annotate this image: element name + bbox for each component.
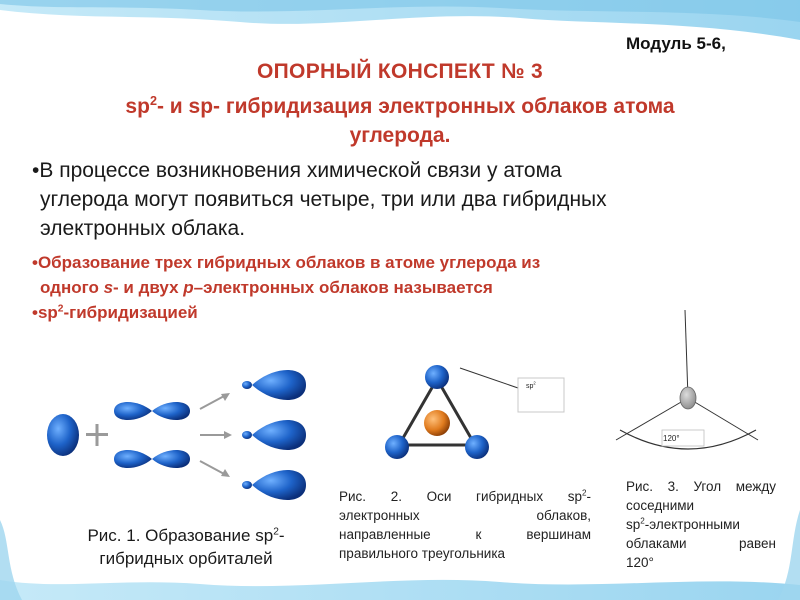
fig2-caption-line2: электронных облаков,: [339, 508, 591, 523]
bullet1-line3: электронных облака.: [40, 217, 246, 240]
s-orbital: [47, 414, 79, 456]
fig3-caption-l3b: -электронными: [644, 517, 740, 532]
bullet2-line3-a: •sp: [32, 303, 58, 322]
hybrid-orbital-1: [242, 370, 306, 400]
subtitle-sp2: sp: [125, 95, 150, 118]
subtitle-sp2-sup: 2: [149, 94, 157, 108]
bullet1-line1: •В процессе возникновения химической связи у атома: [32, 159, 562, 182]
fig3-caption-line1: Рис. 3. Угол между: [626, 479, 776, 494]
fig2-caption-l1sup: 2: [581, 488, 587, 498]
bullet-paragraph-1: [32, 156, 792, 243]
plus-sign: [86, 424, 108, 446]
fig3-caption-line2: соседними: [626, 498, 695, 513]
fig3-caption-l3sup: 2: [640, 516, 645, 526]
figure-1-caption: [52, 524, 320, 570]
figure-3: [612, 308, 762, 458]
fig2-sp2-label: [526, 380, 536, 390]
fig1-caption-a: Рис. 1. Образование sp: [87, 526, 274, 545]
arrow-bottom: [200, 461, 230, 477]
fig2-caption-line4: правильного треугольника: [339, 546, 506, 561]
fig3-caption-line4: облаками равен: [626, 536, 776, 551]
hybrid-orbital-2: [242, 420, 306, 450]
vertex-orbital-right: [465, 435, 489, 459]
bullet2-line2-a: одного: [40, 278, 104, 297]
fig2-caption-line3: направленные к вершинам: [339, 527, 591, 542]
fig2-label-pointer: [458, 366, 568, 416]
fig3-caption-line3: [626, 515, 776, 534]
vertex-orbital-top: [425, 365, 449, 389]
bullet2-line1: •Образование трех гибридных облаков в атоме углерода из: [32, 253, 541, 272]
figure-1: [44, 361, 316, 509]
fig2-label-sup: 2: [533, 380, 536, 386]
p-orbital-bottom: [114, 450, 190, 468]
carbon-atom: [680, 387, 696, 409]
axis-vertical: [685, 310, 688, 398]
fig1-caption-sup: 2: [273, 526, 279, 538]
bullet1-line2: углерода могут появиться четыре, три или два гибридных: [40, 188, 607, 211]
vertex-orbital-left: [385, 435, 409, 459]
fig2-caption-l1a: Рис. 2. Оси гибридных sp: [339, 489, 582, 504]
module-label: Модуль 5-6,: [626, 34, 726, 53]
bullet2-s: s: [103, 278, 114, 297]
fig1-caption-c: гибридных орбиталей: [99, 549, 273, 568]
bullet2-line2-b: - и двух: [113, 278, 184, 297]
fig2-label-sp: sp: [526, 383, 534, 390]
p-orbital-top: [114, 402, 190, 420]
bullet2-line2: [32, 275, 752, 300]
arrow-top: [200, 393, 230, 409]
carbon-nucleus: [424, 410, 450, 436]
fig2-caption-line1: [339, 487, 591, 506]
fig3-caption-l3a: sp: [626, 517, 641, 532]
figure-3-caption: [626, 477, 776, 572]
hybrid-orbital-3: [242, 470, 306, 500]
arrow-middle: [200, 431, 232, 439]
bullet2-line3-b: -гибридизацией: [63, 303, 198, 322]
fig2-caption-l1b: -: [586, 489, 591, 504]
angle-label: 120°: [663, 434, 680, 443]
page-subtitle: [0, 92, 800, 150]
fig3-caption-line5: 120°: [626, 555, 654, 570]
page-title: ОПОРНЫЙ КОНСПЕКТ № 3: [257, 60, 543, 83]
subtitle-line2: - и sp- гибридизация электронных облаков атома: [156, 95, 675, 118]
figure-2-caption: [339, 487, 591, 563]
figure-1-drawing: [44, 361, 316, 509]
bullet2-line2-c: –электронных облаков называется: [193, 278, 493, 297]
bullet2-line3-sup: 2: [57, 303, 64, 315]
bullet2-p: p: [183, 278, 194, 297]
fig1-caption-b: -: [278, 526, 285, 545]
subtitle-line3: углерода.: [349, 124, 451, 147]
